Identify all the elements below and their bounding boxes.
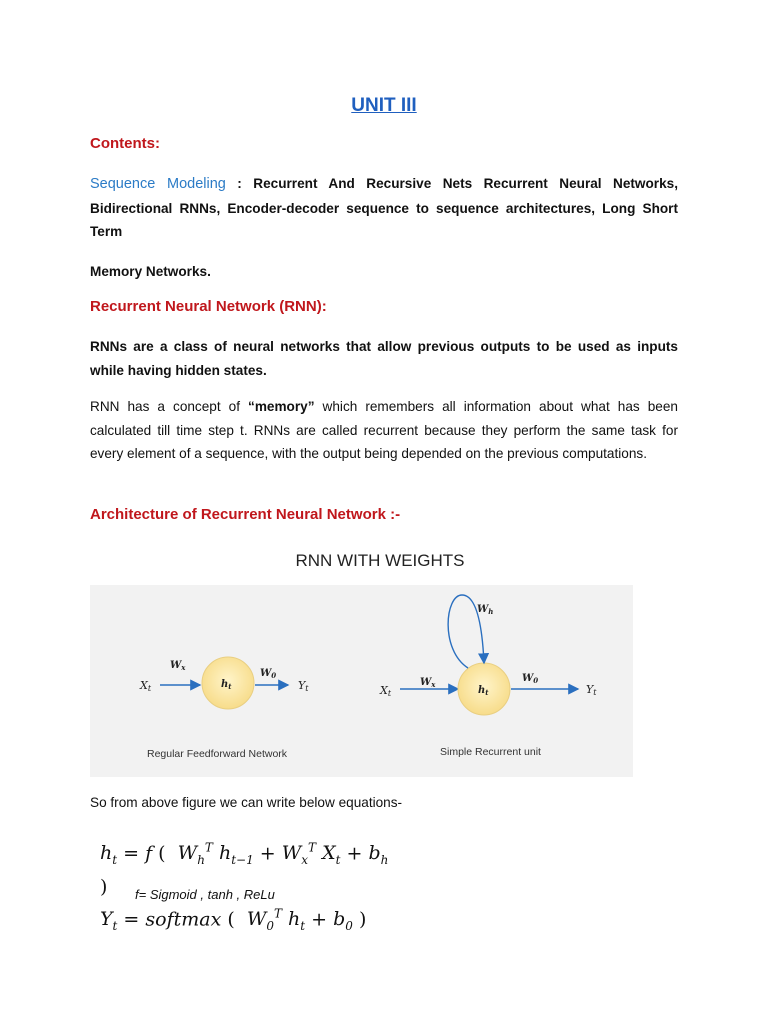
rnn-definition: RNNs are a class of neural networks that allow previous outputs to be used as inputs while having hidden states. bbox=[90, 339, 678, 378]
rnn-heading: Recurrent Neural Network (RNN): bbox=[90, 298, 327, 315]
rnn-diagram bbox=[90, 540, 633, 777]
activation-note: f= Sigmoid , tanh , ReLu bbox=[135, 887, 275, 902]
right-wx-label: $W_x$ bbox=[420, 677, 436, 689]
rnn-memory-before: RNN has a concept of bbox=[90, 399, 249, 414]
left-ht-label: $h_t$ bbox=[221, 679, 232, 691]
right-caption: Simple Recurrent unit bbox=[440, 746, 541, 758]
right-xt-label: Xt bbox=[380, 684, 392, 698]
rnn-memory-emphasis: “memory” bbox=[248, 399, 315, 414]
sequence-modeling-text: : Recurrent And Recursive Nets Recurrent Neural Networks, Bidirectional RNNs, Encoder-decoder sequence to sequence architectures, Long Short Term bbox=[90, 176, 678, 239]
sequence-modeling-paragraph bbox=[90, 172, 678, 244]
figure-title: RNN WITH WEIGHTS bbox=[295, 551, 465, 570]
right-w0-label: $W_0$ bbox=[522, 673, 539, 685]
right-ht-label: $h_t$ bbox=[478, 685, 489, 697]
left-caption: Regular Feedforward Network bbox=[147, 748, 288, 760]
equations-intro: So from above figure we can write below equations- bbox=[90, 795, 403, 810]
rnn-memory-after: which remembers all information about what has been calculated till time step t. RNNs are called recurrent because they perform the same task for every element of a sequence, with the output being depended on the previous computations. bbox=[90, 399, 678, 461]
architecture-heading: Architecture of Recurrent Neural Network :- bbox=[90, 506, 401, 523]
right-wh-label: $W_h$ bbox=[477, 604, 494, 616]
sequence-modeling-label: Sequence Modeling bbox=[90, 176, 226, 192]
rnn-figure bbox=[90, 540, 633, 777]
equation-ht: $h_t = f$ ( $W_h^T$ $h_{t-1} + W_x^T$ $X_t + b_h$ ) bbox=[100, 841, 389, 899]
page-title: UNIT III bbox=[351, 95, 417, 116]
equation-yt: $Y_t$ = softmax ( $W_0^T$ $h_t + b_0$ ) bbox=[100, 907, 367, 934]
left-w0-label: $W_0$ bbox=[260, 668, 277, 680]
right-yt-label: Yt bbox=[586, 683, 597, 697]
rnn-memory-paragraph bbox=[90, 395, 678, 466]
left-xt-label: Xt bbox=[140, 679, 152, 693]
sequence-modeling-continuation: Memory Networks. bbox=[90, 264, 211, 279]
left-yt-label: Yt bbox=[298, 679, 309, 693]
left-wx-label: $W_x$ bbox=[170, 660, 186, 672]
contents-heading: Contents: bbox=[90, 135, 160, 152]
